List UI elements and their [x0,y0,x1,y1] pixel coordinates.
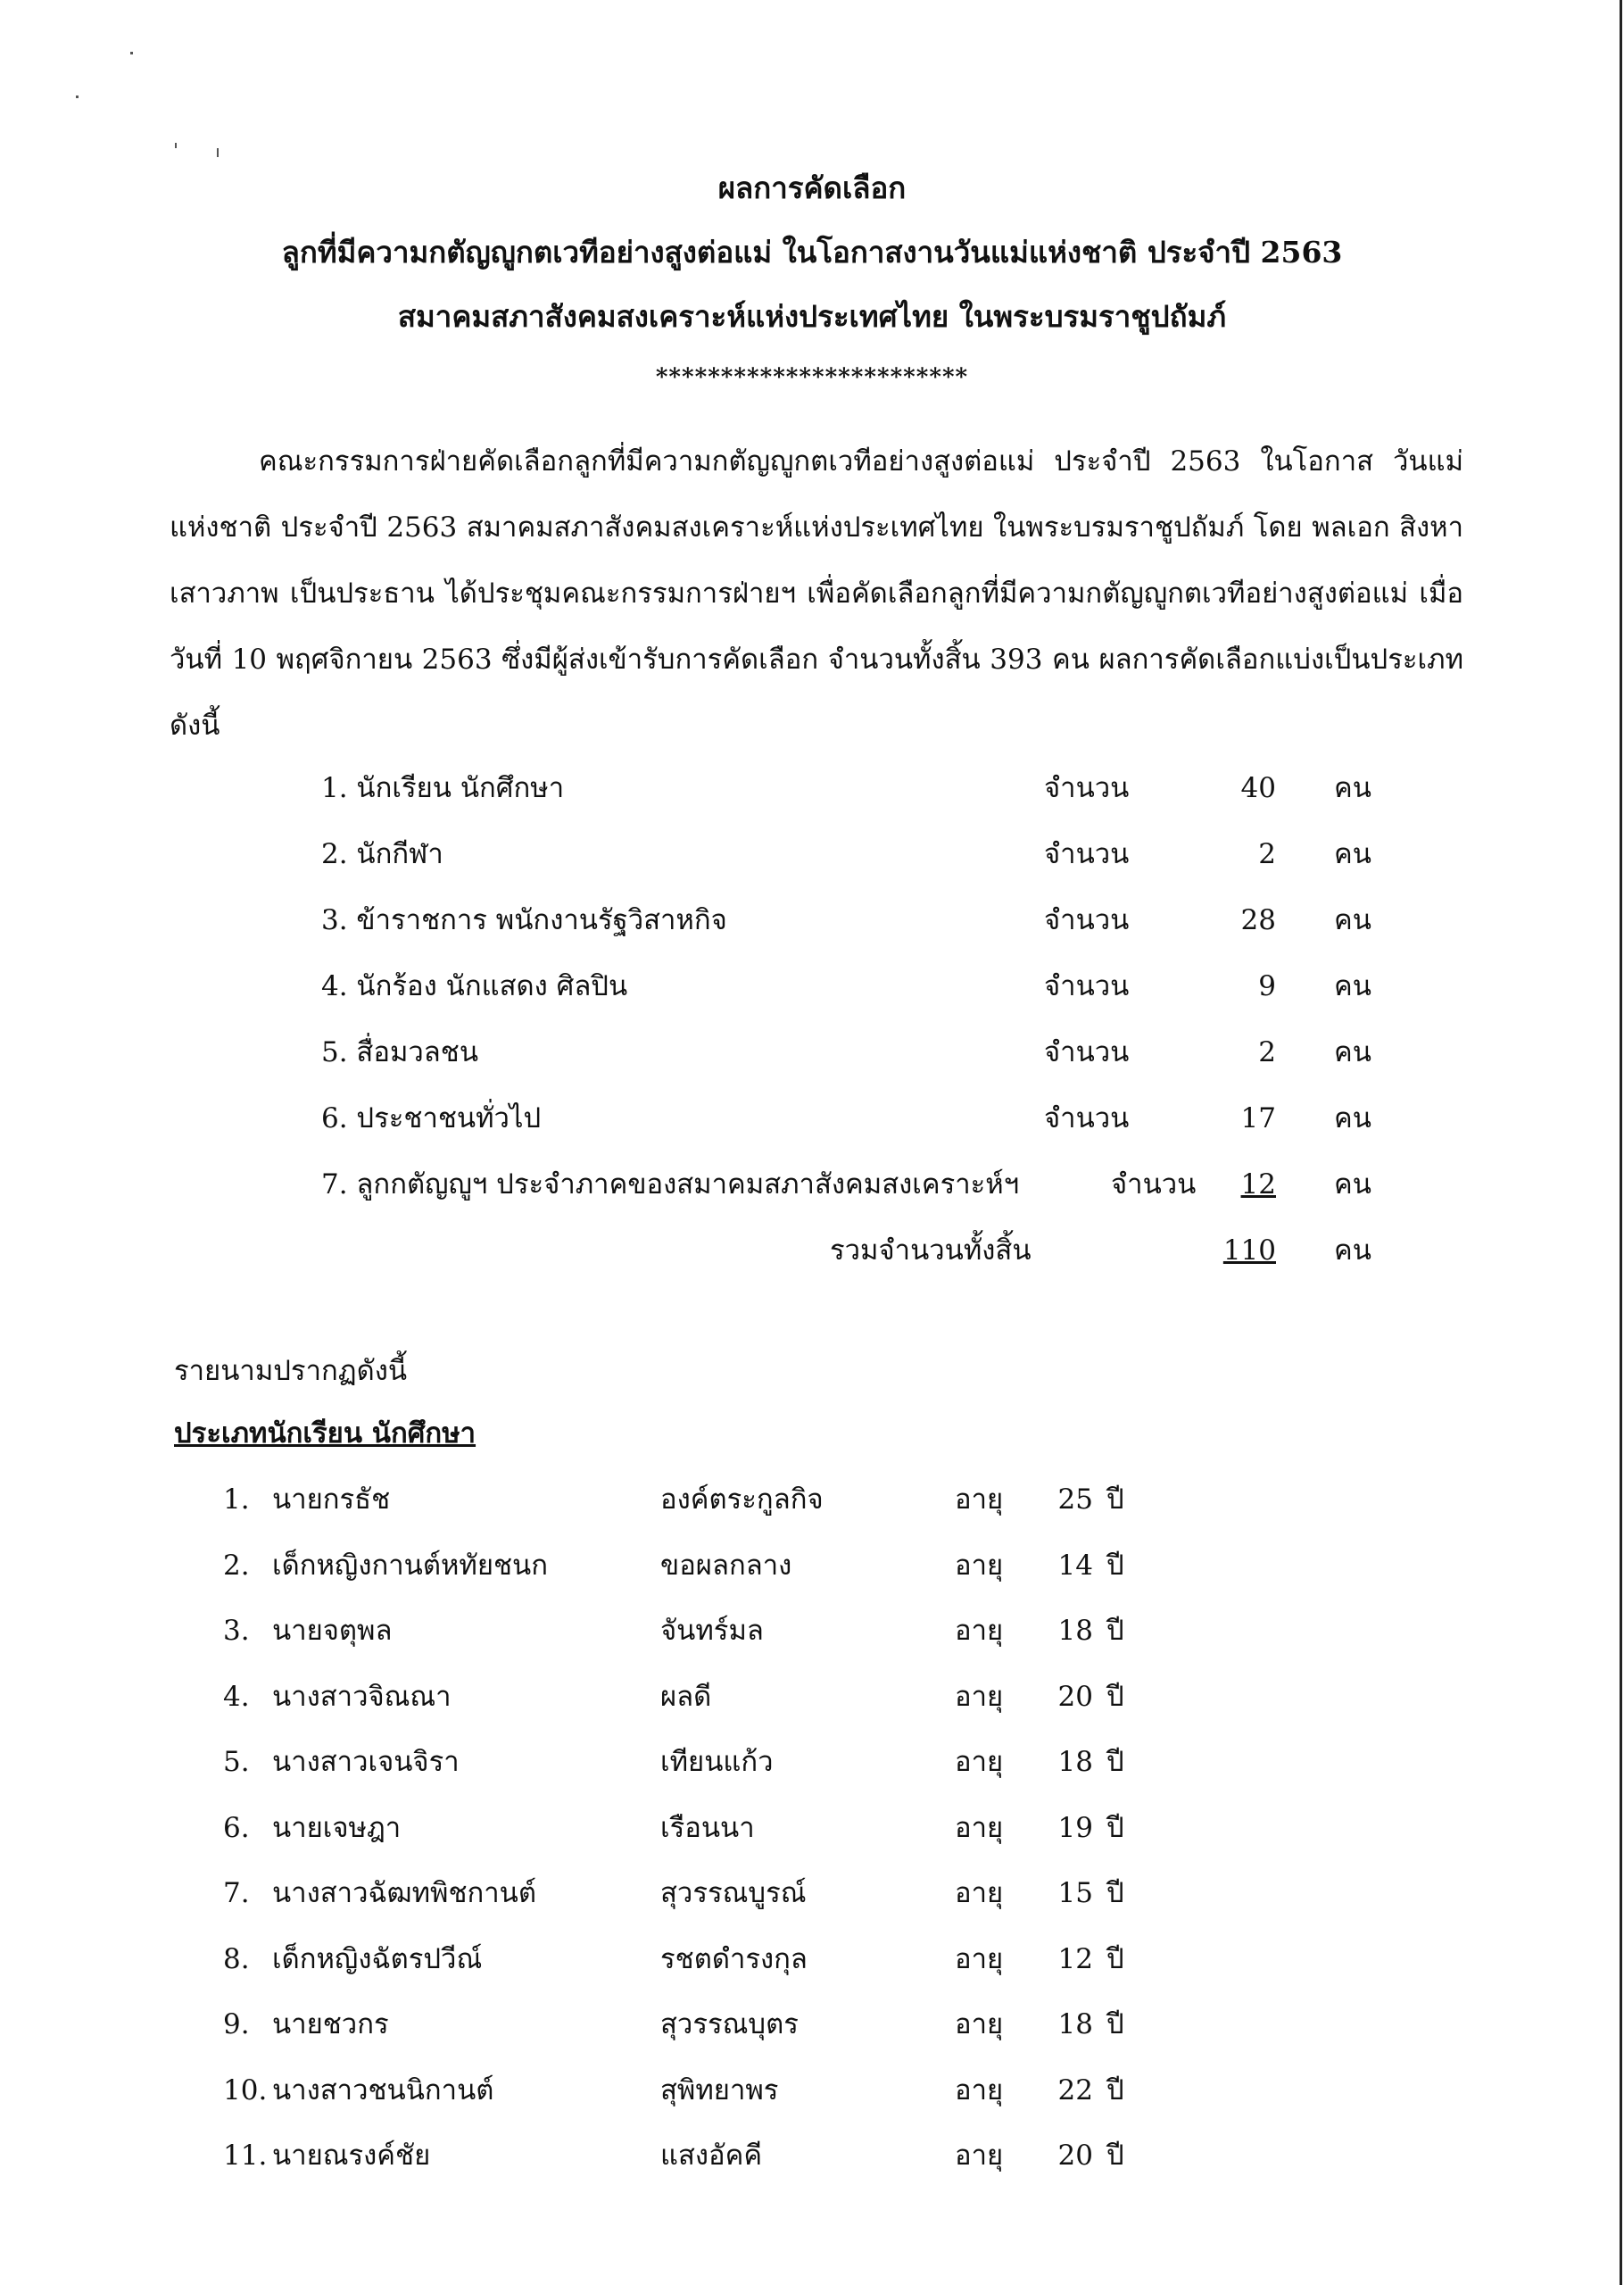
age-value: 18 [1057,1615,1093,1647]
item-number: 7. [223,1877,250,1909]
item-number: 6. [223,1811,250,1844]
last-name: รชตดำรงกุล [660,1942,808,1975]
item-number: 8. [223,1942,250,1975]
last-name: ผลดี [660,1680,712,1713]
first-name: เด็กหญิงกานต์หทัยชนก [272,1549,549,1582]
age-label: อายุ [955,2073,1004,2106]
person-label: คน [1334,904,1371,936]
summary-row [321,1027,1410,1093]
list-item [223,2065,1205,2131]
age-label: อายุ [955,1483,1004,1516]
age-value: 12 [1057,1942,1093,1975]
person-label: คน [1334,1168,1371,1201]
person-label: คน [1334,1102,1371,1134]
summary-count: 40 [1240,772,1276,804]
age-label: อายุ [955,1877,1004,1909]
age-label: อายุ [955,1549,1004,1582]
summary-label: 2. นักกีฬา [321,838,443,870]
year-label: ปี [1106,1746,1124,1778]
summary-total-row [321,1226,1410,1292]
people-list [223,1475,1205,2197]
year-label: ปี [1106,1549,1124,1582]
person-label: คน [1334,838,1371,870]
last-name: เทียนแก้ว [660,1746,774,1778]
summary-count: 28 [1240,904,1276,936]
category-heading: ประเภทนักเรียน นักศึกษา [174,1417,476,1450]
total-count: 110 [1222,1234,1276,1267]
doc-subtitle: ลูกที่มีความกตัญญูกตเวทีอย่างสูงต่อแม่ ในโอกาสงานวันแม่แห่งชาติ ประจำปี 2563 [281,235,1343,270]
list-item [223,1999,1205,2065]
list-item [223,1541,1205,1607]
scan-speck [130,52,133,54]
first-name: นายกรธัช [272,1483,391,1516]
summary-row [321,829,1410,895]
intro-paragraph: คณะกรรมการฝ่ายคัดเลือกลูกที่มีความกตัญญูกตเวทีอย่างสูงต่อแม่ ประจำปี 2563 ในโอกาส วันแม่แห่งชาติ ประจำปี 2563 สมาคมสภาสังคมสงเคราะห์แห่งประเทศไทย ในพระบรมราชูปถัมภ์ โดย พลเอก สิงหา เสาวภาพ เป็นประธาน ได้ประชุมคณะกรรมการฝ่ายฯ เพื่อคัดเลือกลูกที่มีความกตัญญูกตเวทีอย่างสูงต่อแม่ เมื่อวันที่ 10 พฤศจิกายน 2563 ซึ่งมีผู้ส่งเข้ารับการคัดเลือก จำนวนทั้งสิ้น 393 คน ผลการคัดเลือกแบ่งเป็นประเภทดังนี้ [170,445,1463,742]
summary-count: 17 [1240,1102,1276,1134]
summary-label: 3. ข้าราชการ พนักงานรัฐวิสาหกิจ [321,904,727,936]
unit-label: จำนวน [1044,970,1130,1002]
year-label: ปี [1106,1811,1124,1844]
summary-count: 9 [1258,970,1276,1002]
last-name: แสงอัคคี [660,2140,763,2172]
total-label: รวมจำนวนทั้งสิ้น [830,1234,1032,1267]
last-name: เรือนนา [660,1811,755,1844]
first-name: นางสาวฉัฒทพิชกานต์ [272,1877,536,1909]
list-item [223,1803,1205,1869]
list-item [223,1737,1205,1803]
year-label: ปี [1106,1615,1124,1647]
list-item [223,1606,1205,1672]
item-number: 4. [223,1680,250,1713]
list-item [223,1934,1205,2000]
unit-label: จำนวน [1044,772,1130,804]
item-number: 11. [223,2140,268,2172]
age-value: 18 [1057,1746,1093,1778]
names-heading: รายนามปรากฏดังนี้ [174,1355,408,1387]
summary-count: 2 [1258,1036,1276,1068]
age-label: อายุ [955,1680,1004,1713]
first-name: นายณรงค์ชัย [272,2140,431,2172]
first-name: นางสาวจิณณา [272,1680,452,1713]
summary-row [321,763,1410,829]
summary-count: 12 [1240,1168,1276,1201]
summary-label: 5. สื่อมวลชน [321,1036,479,1068]
first-name: นางสาวชนนิกานต์ [272,2073,494,2106]
person-label: คน [1334,1036,1371,1068]
last-name: จันทร์มล [660,1615,764,1647]
year-label: ปี [1106,2140,1124,2172]
unit-label: จำนวน [1044,1036,1130,1068]
age-value: 15 [1057,1877,1093,1909]
age-value: 14 [1057,1549,1093,1582]
age-label: อายุ [955,2008,1004,2040]
age-value: 18 [1057,2008,1093,2040]
divider-stars: ************************ [655,364,969,391]
unit-label: จำนวน [1044,1102,1130,1134]
list-item [223,1868,1205,1934]
doc-title: ผลการคัดเลือก [717,170,907,205]
age-value: 20 [1057,1680,1093,1713]
person-label: คน [1334,970,1371,1002]
last-name: องค์ตระกูลกิจ [660,1483,824,1516]
age-value: 25 [1057,1483,1093,1516]
age-label: อายุ [955,1615,1004,1647]
person-label: คน [1334,772,1371,804]
item-number: 9. [223,2008,250,2040]
item-number: 3. [223,1615,250,1647]
item-number: 1. [223,1483,250,1516]
year-label: ปี [1106,2073,1124,2106]
summary-table [321,763,1410,1292]
summary-label: 1. นักเรียน นักศึกษา [321,772,565,804]
age-label: อายุ [955,1942,1004,1975]
item-number: 2. [223,1549,250,1582]
first-name: นายชวกร [272,2008,389,2040]
scan-edge [1620,0,1622,2285]
age-value: 20 [1057,2140,1093,2172]
last-name: สุวรรณบูรณ์ [660,1877,807,1909]
first-name: เด็กหญิงฉัตรปวีณ์ [272,1942,483,1975]
summary-label: 6. ประชาชนทั่วไป [321,1102,542,1134]
age-label: อายุ [955,1746,1004,1778]
last-name: ขอผลกลาง [660,1549,792,1582]
item-number: 5. [223,1746,250,1778]
year-label: ปี [1106,2008,1124,2040]
unit-label: จำนวน [1044,838,1130,870]
item-number: 10. [223,2073,268,2106]
last-name: สุวรรณบุตร [660,2008,799,2040]
list-item [223,1672,1205,1738]
summary-label: 7. ลูกกตัญญูฯ ประจำภาคของสมาคมสภาสังคมสงเคราะห์ฯ [321,1168,1020,1201]
year-label: ปี [1106,1877,1124,1909]
person-label: คน [1334,1234,1371,1267]
unit-label: จำนวน [1044,904,1130,936]
list-item [223,2131,1205,2197]
scan-speck [76,96,79,98]
summary-count: 2 [1258,838,1276,870]
summary-row [321,961,1410,1027]
age-value: 22 [1057,2073,1093,2106]
year-label: ปี [1106,1942,1124,1975]
summary-row [321,895,1410,961]
scan-speck [175,143,177,148]
first-name: นางสาวเจนจิรา [272,1746,460,1778]
doc-organization: สมาคมสภาสังคมสงเคราะห์แห่งประเทศไทย ในพระบรมราชูปถัมภ์ [397,299,1227,334]
list-item [223,1475,1205,1541]
year-label: ปี [1106,1680,1124,1713]
year-label: ปี [1106,1483,1124,1516]
scan-speck [217,148,219,157]
last-name: สุพิทยาพร [660,2073,779,2106]
age-label: อายุ [955,2140,1004,2172]
summary-row [321,1093,1410,1159]
age-value: 19 [1057,1811,1093,1844]
first-name: นายจตุพล [272,1615,393,1647]
unit-label: จำนวน [1111,1168,1197,1201]
age-label: อายุ [955,1811,1004,1844]
summary-label: 4. นักร้อง นักแสดง ศิลปิน [321,970,628,1002]
first-name: นายเจษฎา [272,1811,402,1844]
summary-row [321,1159,1410,1226]
